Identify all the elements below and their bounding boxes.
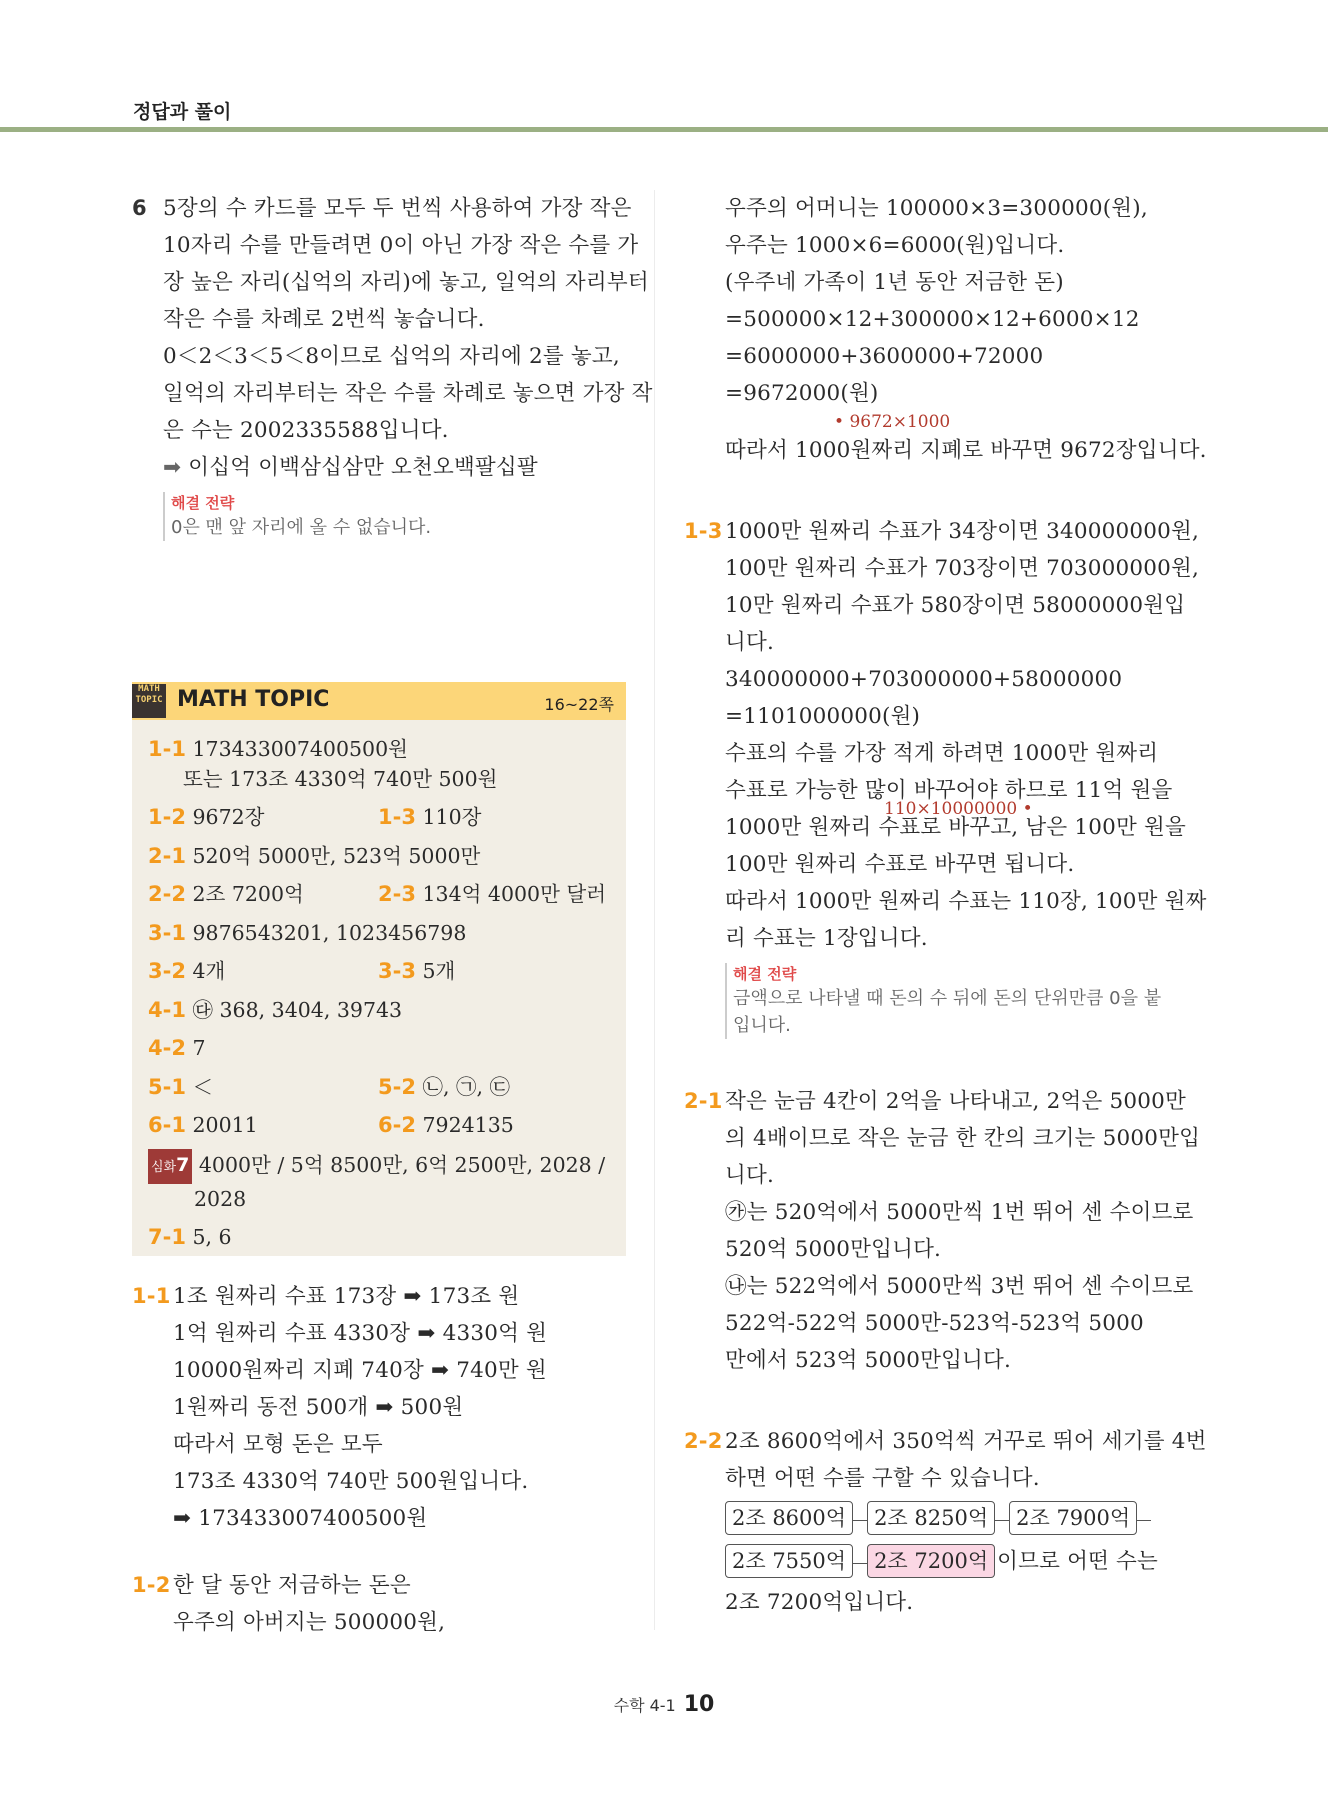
answer-row xyxy=(148,1029,626,1068)
connector xyxy=(995,1520,1009,1521)
problem-number: 1-2 xyxy=(132,1573,171,1597)
subject-label: 수학 4-1 xyxy=(613,1696,676,1715)
solution-line: 100만 원짜리 수표가 703장이면 703000000원, xyxy=(725,556,1200,581)
problem-2-2 xyxy=(684,1423,1207,1621)
solution-line: 우주의 아버지는 500000원, xyxy=(173,1610,446,1635)
answer-row xyxy=(148,1106,626,1145)
answer-row xyxy=(148,1145,626,1218)
answer-value: 9876543201, 1023456798 xyxy=(192,920,467,945)
solution-line: 하면 어떤 수를 구할 수 있습니다. xyxy=(725,1466,1040,1491)
answer-row xyxy=(148,798,626,837)
solution-line: 작은 수를 차례로 2번씩 놓습니다. xyxy=(163,307,485,332)
solution-line: 10만 원짜리 수표가 580장이면 58000000원입 xyxy=(725,593,1186,618)
solution-line: 니다. xyxy=(725,1163,774,1188)
solution-line: 니다. xyxy=(725,630,774,655)
answer-number: 4-1 xyxy=(148,997,186,1022)
strategy-tag: 해결 전략 xyxy=(733,965,797,983)
answer-number: 6-1 xyxy=(148,1113,186,1137)
answer-number: 4-2 xyxy=(148,1036,186,1060)
solution-line: 작은 눈금 4칸이 2억을 나타내고, 2억은 5000만 xyxy=(725,1089,1186,1114)
answer-number: 7-1 xyxy=(148,1224,186,1249)
answer-row xyxy=(148,730,626,798)
solution-line: 2조 7200억입니다. xyxy=(725,1590,914,1615)
answer-value: ＜ xyxy=(192,1074,213,1099)
answer-number: 2-3 xyxy=(378,882,416,906)
answer-number: 2-2 xyxy=(148,882,186,906)
strategy-note xyxy=(725,963,1184,1039)
strategy-text: 금액으로 나타낼 때 돈의 수 뒤에 돈의 단위만큼 0을 붙 xyxy=(733,988,1162,1009)
solution-line: 우주는 1000×6=6000(원)입니다. xyxy=(725,233,1065,258)
solution-line: 일억의 자리부터는 작은 수를 차례로 놓으면 가장 작 xyxy=(163,381,653,406)
answer-value: 2조 7200억 xyxy=(192,882,304,906)
solution-line: 520억 5000만입니다. xyxy=(725,1237,942,1262)
solution-line: 5장의 수 카드를 모두 두 번씩 사용하여 가장 작은 xyxy=(163,196,632,221)
calc-note: 110×10000000 • xyxy=(884,799,1033,819)
solution-line: =9672000(원) xyxy=(725,381,879,406)
answer-value: 134억 4000만 달러 xyxy=(422,882,607,906)
answer-value: 5개 xyxy=(422,959,456,983)
strategy-tag: 해결 전략 xyxy=(171,494,235,512)
solution-line: 0＜2＜3＜5＜8이므로 십억의 자리에 2를 놓고, xyxy=(163,344,620,369)
answer-value: 110장 xyxy=(422,805,482,829)
solution-line: 장 높은 자리(십억의 자리)에 놓고, 일억의 자리부터 xyxy=(163,270,649,295)
strategy-text: 0은 맨 앞 자리에 올 수 없습니다. xyxy=(171,517,432,538)
solution-line: 173조 4330억 740만 500원입니다. xyxy=(173,1469,529,1494)
solution-line: 따라서 모형 돈은 모두 xyxy=(173,1432,383,1457)
solution-line: ㉯는 522억에서 5000만씩 3번 뛰어 센 수이므로 xyxy=(725,1274,1194,1299)
answer-box-highlighted: 2조 7200억 xyxy=(867,1544,995,1578)
solution-line: 리 수표는 1장입니다. xyxy=(725,926,928,951)
problem-6 xyxy=(132,190,653,541)
solution-line: =6000000+3600000+72000 xyxy=(725,344,1044,369)
answer-value: 4개 xyxy=(192,959,226,983)
connector xyxy=(853,1520,867,1521)
problem-1-3 xyxy=(684,513,1207,1039)
solution-line: 1000만 원짜리 수표로 바꾸고, 남은 100만 원을 xyxy=(725,815,1186,840)
answer-value: 20011 xyxy=(192,1113,258,1137)
answer-value: 2028 xyxy=(194,1186,247,1211)
answer-value: 9672장 xyxy=(192,805,265,829)
solution-line: 따라서 1000만 원짜리 수표는 110장, 100만 원짜 xyxy=(725,889,1207,914)
sequence-box: 2조 8250억 xyxy=(867,1501,995,1535)
problem-number: 6 xyxy=(132,196,147,220)
solution-line: 1조 원짜리 수표 173장 ➡ 173조 원 xyxy=(173,1284,520,1309)
solution-line: 의 4배이므로 작은 눈금 한 칸의 크기는 5000만입 xyxy=(725,1126,1201,1151)
solution-line: ㉮는 520억에서 5000만씩 1번 뛰어 센 수이므로 xyxy=(725,1200,1194,1225)
problem-number: 1-1 xyxy=(132,1284,171,1308)
problem-number: 2-1 xyxy=(684,1089,723,1113)
count-back-sequence xyxy=(684,1543,1184,1580)
answer-row xyxy=(148,914,626,953)
answer-row xyxy=(148,1068,626,1107)
solution-line: 이므로 어떤 수는 xyxy=(997,1549,1158,1574)
calc-note: • 9672×1000 xyxy=(834,412,951,432)
page-footer xyxy=(0,1692,1328,1717)
solution-line: (우주네 가족이 1년 동안 저금한 돈) xyxy=(725,270,1064,295)
answer-row xyxy=(148,837,626,876)
answer-number: 3-2 xyxy=(148,959,186,983)
answer-number: 3-3 xyxy=(378,959,416,983)
answer-number: 5-1 xyxy=(148,1074,186,1099)
answer-value: 520억 5000만, 523억 5000만 xyxy=(192,843,481,868)
column-divider xyxy=(654,190,655,1630)
answer-value: 7924135 xyxy=(422,1113,514,1137)
strategy-note xyxy=(163,492,632,541)
page-section-title: 정답과 풀이 xyxy=(133,101,232,123)
answer-number: 3-1 xyxy=(148,920,186,945)
solution-line: 한 달 동안 저금하는 돈은 xyxy=(173,1573,411,1598)
problem-1-2 xyxy=(132,1567,632,1641)
answer-list xyxy=(132,720,626,1256)
problem-number: 2-2 xyxy=(684,1429,723,1453)
answer-value: 5, 6 xyxy=(192,1224,232,1249)
count-back-sequence xyxy=(684,1501,1184,1535)
answer-value: 173433007400500원 xyxy=(192,737,408,761)
solution-line: 만에서 523억 5000만입니다. xyxy=(725,1348,1012,1373)
solution-line: 10자리 수를 만들려면 0이 아닌 가장 작은 수를 가 xyxy=(163,233,639,258)
answer-text: 이십억 이백삼십삼만 오천오백팔십팔 xyxy=(188,455,538,480)
answer-value: 7 xyxy=(192,1036,206,1060)
answer-value: 4000만 / 5억 8500만, 6억 2500만, 2028 / xyxy=(198,1152,606,1177)
math-topic-box xyxy=(132,682,626,1256)
solution-line: =500000×12+300000×12+6000×12 xyxy=(725,307,1140,332)
arrow-icon: ➡ xyxy=(163,455,182,480)
solution-line: 2조 8600억에서 350억씩 거꾸로 뛰어 세기를 4번 xyxy=(725,1429,1207,1454)
solution-line: 수표로 가능한 많이 바꾸어야 하므로 11억 원을 xyxy=(725,778,1173,803)
solution-line: 1원짜리 동전 500개 ➡ 500원 xyxy=(173,1395,464,1420)
answer-row xyxy=(148,1218,626,1257)
left-column xyxy=(132,190,653,541)
solution-line: =1101000000(원) xyxy=(725,704,921,729)
answer-number: 5-2 xyxy=(378,1074,416,1099)
strategy-text: 입니다. xyxy=(733,1015,791,1036)
problem-1-2-continued xyxy=(684,190,1207,469)
connector xyxy=(853,1563,867,1564)
solution-line: 수표의 수를 가장 적게 하려면 1000만 원짜리 xyxy=(725,741,1159,766)
page-range: 16~22쪽 xyxy=(544,695,614,714)
math-topic-title: MATH TOPIC xyxy=(177,687,330,712)
problem-2-1 xyxy=(684,1083,1201,1379)
answer-number: 1-2 xyxy=(148,805,186,829)
left-column-lower xyxy=(132,1278,632,1641)
header-divider xyxy=(0,127,1328,132)
solution-line: 은 수는 2002335588입니다. xyxy=(163,418,449,443)
right-column xyxy=(684,190,1207,1621)
connector xyxy=(1137,1520,1151,1521)
sequence-box: 2조 8600억 xyxy=(725,1501,853,1535)
answer-value: ㉰ 368, 3404, 39743 xyxy=(192,997,403,1022)
answer-value: ㉡, ㉠, ㉢ xyxy=(422,1074,511,1099)
sequence-box: 2조 7900억 xyxy=(1009,1501,1137,1535)
problem-number: 1-3 xyxy=(684,519,723,543)
problem-1-1 xyxy=(132,1278,632,1537)
solution-line: 10000원짜리 지폐 740장 ➡ 740만 원 xyxy=(173,1358,547,1383)
page-number: 10 xyxy=(683,1692,715,1717)
answer-number: 6-2 xyxy=(378,1113,416,1137)
advanced-badge: 심화7 xyxy=(148,1149,192,1184)
solution-line: 522억-522억 5000만-523억-523억 5000 xyxy=(725,1311,1144,1336)
answer-number: 2-1 xyxy=(148,843,186,868)
answer-value: 또는 173조 4330억 740만 500원 xyxy=(183,767,498,791)
math-topic-icon: MATH TOPIC xyxy=(132,684,166,718)
answer-row xyxy=(148,952,626,991)
answer-number: 1-3 xyxy=(378,805,416,829)
solution-line: 340000000+703000000+58000000 xyxy=(725,667,1123,692)
math-topic-header xyxy=(132,682,626,720)
solution-line: ➡ 173433007400500원 xyxy=(173,1506,428,1531)
solution-line: 100만 원짜리 수표로 바꾸면 됩니다. xyxy=(725,852,1075,877)
answer-row xyxy=(148,991,626,1030)
answer-number: 1-1 xyxy=(148,737,186,761)
solution-line: 우주의 어머니는 100000×3=300000(원), xyxy=(725,196,1148,221)
sequence-box: 2조 7550억 xyxy=(725,1544,853,1578)
solution-line: 1억 원짜리 수표 4330장 ➡ 4330억 원 xyxy=(173,1321,548,1346)
solution-line: 따라서 1000원짜리 지폐로 바꾸면 9672장입니다. xyxy=(725,438,1207,463)
answer-row xyxy=(148,875,626,914)
solution-line: 1000만 원짜리 수표가 34장이면 340000000원, xyxy=(725,519,1200,544)
